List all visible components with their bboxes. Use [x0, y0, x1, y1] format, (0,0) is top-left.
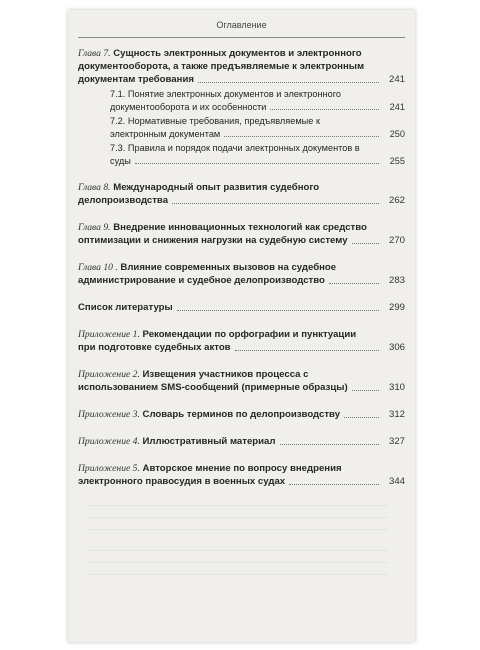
toc-entry [78, 368, 405, 394]
toc-entry-title: Иллюстративный материал [142, 436, 276, 447]
toc-page-number: 255 [389, 155, 405, 166]
toc-leader-dots [177, 309, 379, 311]
toc-entry [78, 261, 405, 287]
toc-entry [78, 221, 405, 247]
toc-entry-title: 7.3. Правила и порядок подачи электронных документов в суды [110, 143, 360, 166]
toc-entry-text [78, 435, 405, 448]
toc-entry-title: Словарь терминов по делопроизводству [142, 409, 341, 420]
toc-entry-label: Приложение 4. [78, 436, 140, 447]
toc-leader-dots [198, 81, 379, 83]
toc-page-number: 283 [388, 275, 405, 286]
show-through-line [88, 529, 388, 530]
toc-entry [78, 47, 405, 86]
toc-leader-dots [172, 202, 379, 204]
toc-leader-dots [135, 162, 379, 164]
toc-entry-label: Глава 10 . [78, 262, 118, 273]
show-through-line [88, 517, 388, 518]
toc-leader-dots [352, 242, 379, 244]
toc-entry-title: Сущность электронных документов и электронного документооборота, а также предъявляемые к электронным документам требования [78, 48, 365, 85]
toc-entry-title: Внедрение инновационных технологий как средство оптимизации и снижения нагрузки на судебную систему [78, 222, 367, 246]
toc-entry [78, 181, 405, 207]
toc-leader-dots [289, 483, 379, 485]
toc-page-number: 312 [388, 409, 405, 420]
toc-entry-label: Приложение 2. [78, 369, 140, 380]
show-through-line [88, 505, 388, 506]
toc-entry [78, 301, 405, 314]
toc-page-number: 262 [388, 195, 405, 206]
toc-leader-dots [329, 282, 379, 284]
toc-entry [78, 408, 405, 421]
toc-entry [78, 328, 405, 354]
toc-leader-dots [352, 389, 379, 391]
toc-page-number: 327 [388, 436, 405, 447]
toc-entry-title: Рекомендации по орфографии и пунктуации при подготовке судебных актов [78, 329, 357, 353]
toc-page-number: 241 [389, 101, 405, 112]
toc-entry-title: 7.1. Понятие электронных документов и электронного документооборота и их особенности [110, 89, 341, 112]
toc-leader-dots [344, 416, 379, 418]
toc-leader-dots [224, 135, 379, 137]
toc-entry-text [78, 301, 405, 314]
toc-entry-label: Глава 8. [78, 182, 111, 193]
show-through-line [88, 574, 388, 575]
toc-leader-dots [235, 349, 379, 351]
toc-entry-label: Приложение 3. [78, 409, 140, 420]
toc-entry [78, 435, 405, 448]
toc-entry-title: Влияние современных вызовов на судебное администрирование и судебное делопроизводство [78, 262, 337, 286]
toc-entry-text [78, 408, 405, 421]
show-through-line [88, 550, 388, 551]
header-divider [78, 37, 405, 38]
toc-page-number: 270 [388, 235, 405, 246]
book-page [68, 10, 415, 642]
toc-leader-dots [280, 443, 380, 445]
toc-entry-label: Глава 7. [78, 48, 111, 59]
toc-entry-title: Авторское мнение по вопросу внедрения электронного правосудия в военных судах [78, 463, 342, 487]
toc-page-number: 306 [388, 342, 405, 353]
toc-subentry [78, 115, 405, 140]
toc-entry-title: Список литературы [78, 302, 173, 313]
table-of-contents [78, 47, 405, 488]
page-header-title: Оглавление [216, 20, 267, 30]
toc-entry-label: Приложение 5. [78, 463, 140, 474]
toc-page-number: 344 [388, 476, 405, 487]
toc-subentry [78, 142, 405, 167]
toc-page-number: 250 [389, 128, 405, 139]
toc-entry-title: Международный опыт развития судебного делопроизводства [78, 182, 320, 206]
toc-entry-label: Глава 9. [78, 222, 111, 233]
toc-entry-title: 7.2. Нормативные требования, предъявляемые к электронным документам [110, 116, 320, 139]
toc-entry-label: Приложение 1. [78, 329, 140, 340]
toc-entry [78, 462, 405, 488]
toc-page-number: 299 [388, 302, 405, 313]
toc-entry-title: Извещения участников процесса с использованием SMS-сообщений (примерные образцы) [78, 369, 348, 393]
toc-subentry [78, 88, 405, 113]
toc-page-number: 241 [388, 74, 405, 85]
show-through-line [88, 562, 388, 563]
toc-leader-dots [270, 108, 379, 110]
toc-page-number: 310 [388, 382, 405, 393]
